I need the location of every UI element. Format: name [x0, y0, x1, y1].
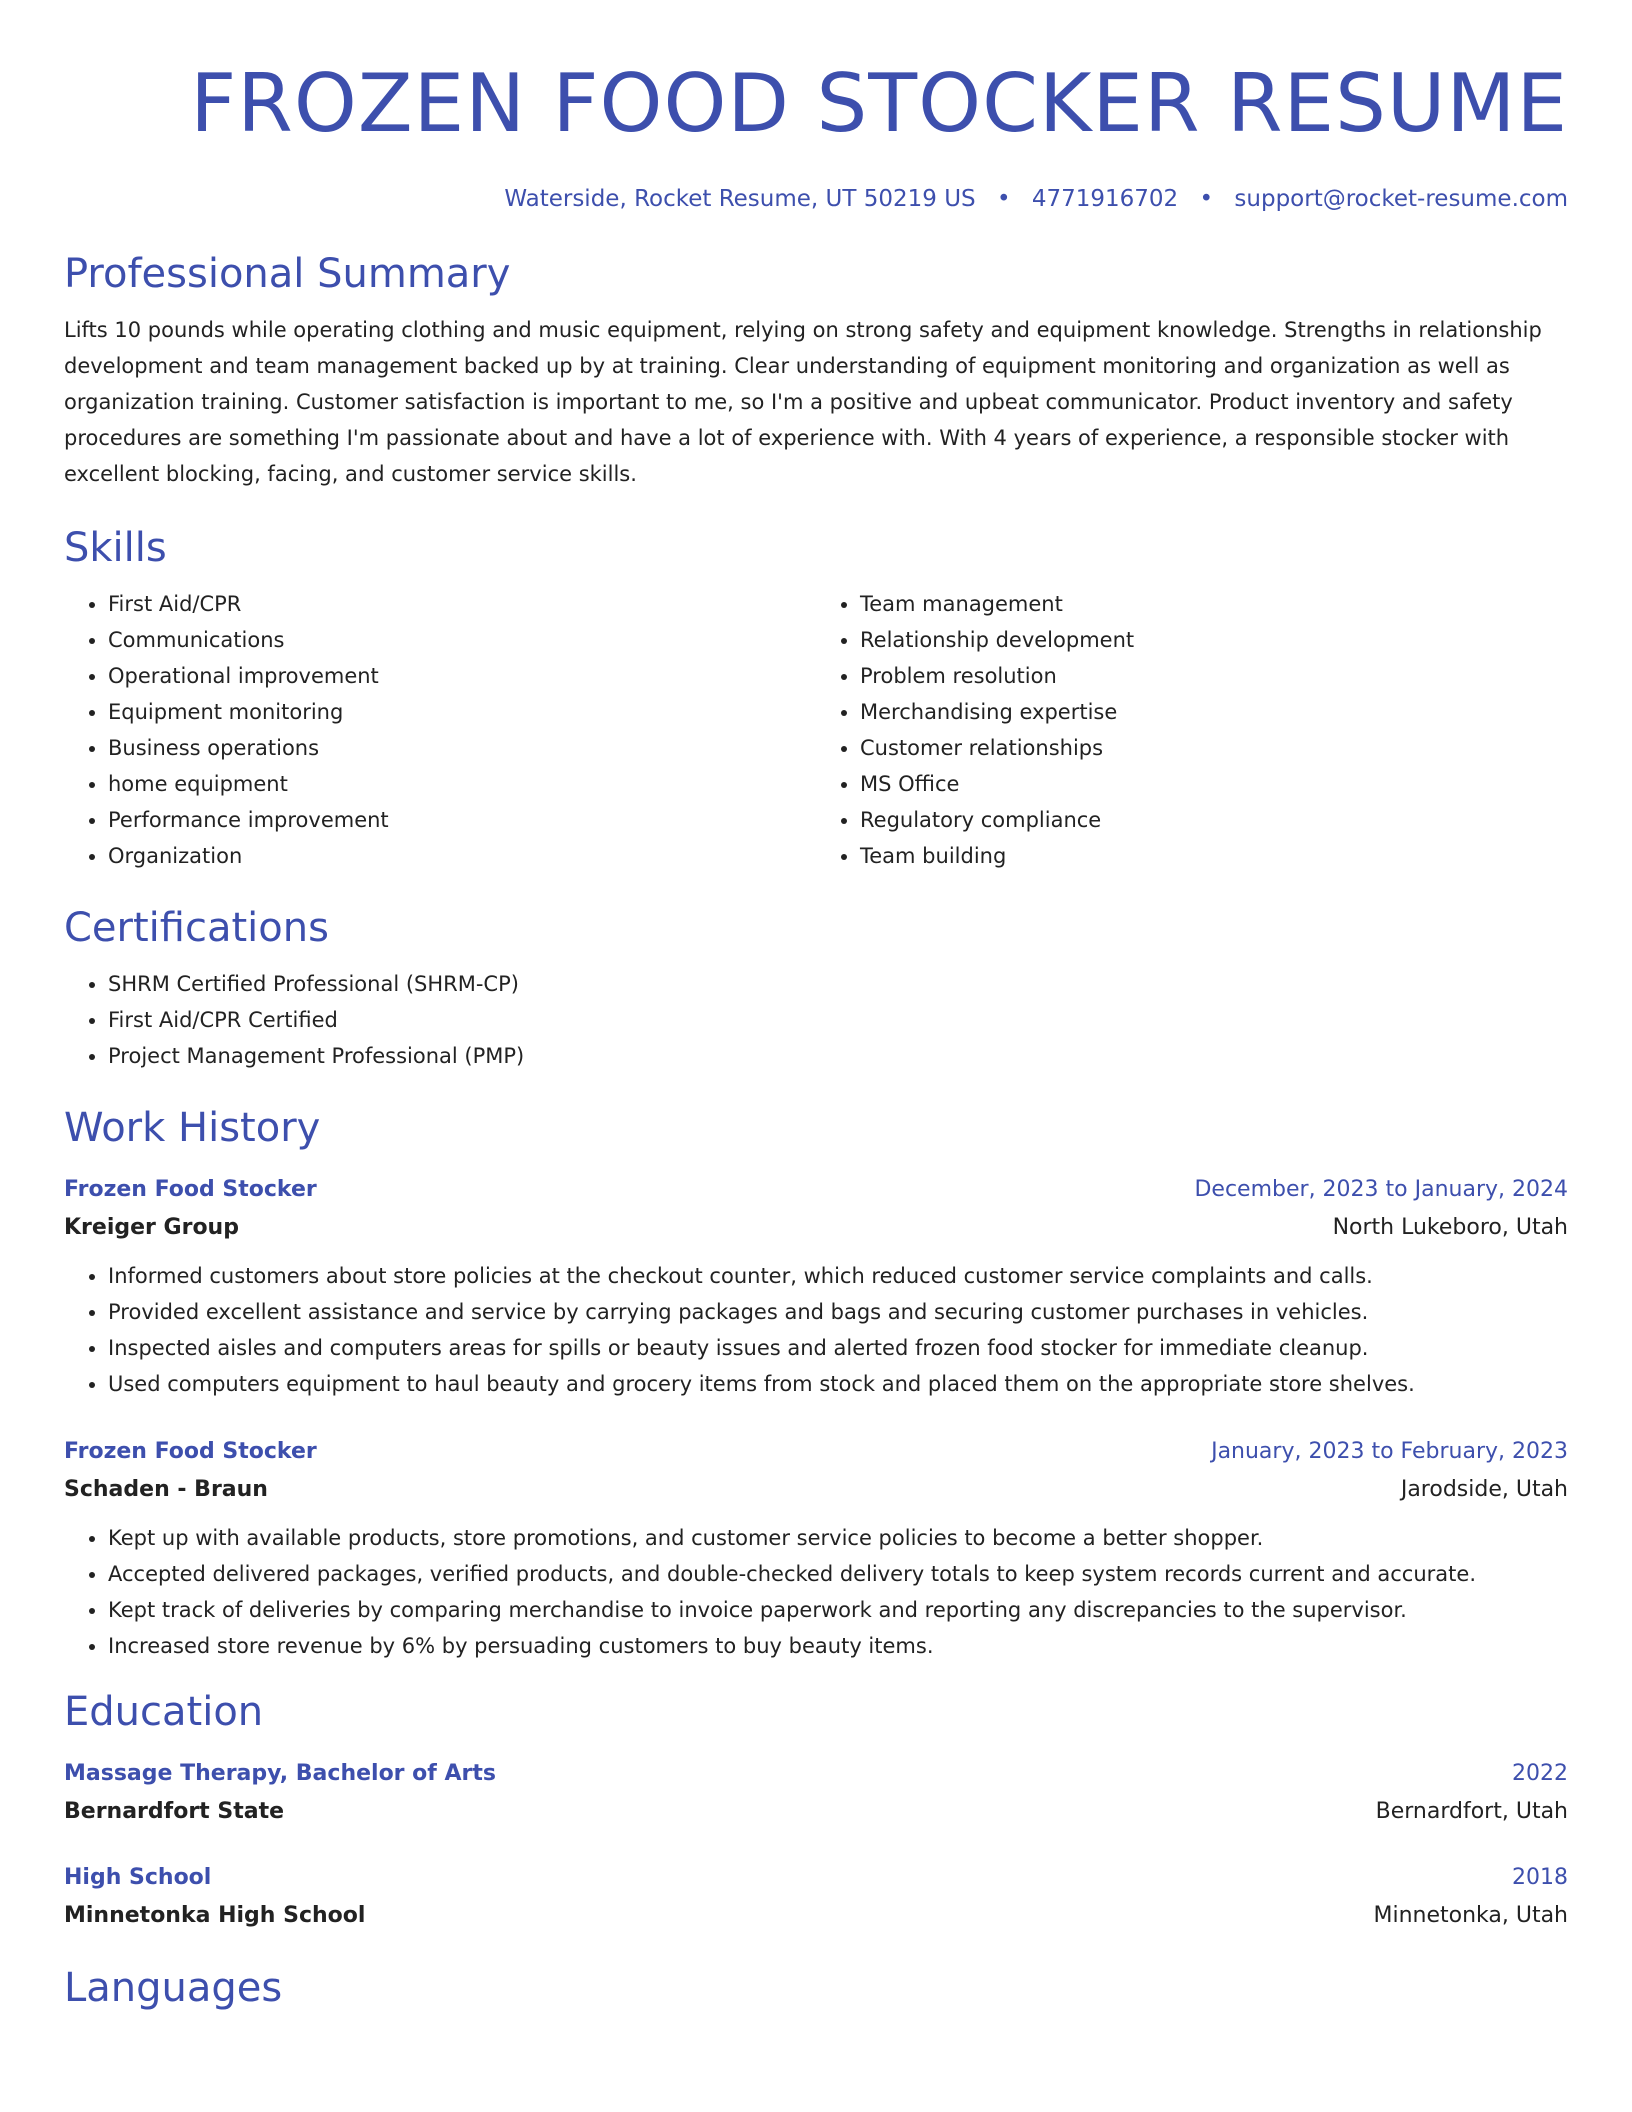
skill-item: • Relationship development: [860, 622, 1568, 658]
certification-item: • First Aid/CPR Certified: [108, 1002, 1568, 1038]
contact-separator: •: [996, 186, 1011, 212]
skill-item: • MS Office: [860, 766, 1568, 802]
education-school-row: [64, 1896, 1568, 1936]
job-employer: Kreiger Group: [64, 1215, 239, 1240]
job-location: North Lukeboro, Utah: [1332, 1215, 1568, 1240]
skills-column-left: [64, 586, 816, 874]
job-employer: Schaden - Braun: [64, 1477, 268, 1502]
education-school: Bernardfort State: [64, 1799, 284, 1824]
skill-item: • Merchandising expertise: [860, 694, 1568, 730]
contact-email[interactable]: support@rocket-resume.com: [1234, 186, 1568, 212]
skills-list-right: [816, 586, 1568, 874]
skills-columns: [64, 586, 1568, 874]
skills-column-right: [816, 586, 1568, 874]
job-entry: [64, 1172, 1568, 1402]
skill-item: • Equipment monitoring: [108, 694, 816, 730]
education-location: Bernardfort, Utah: [1375, 1799, 1568, 1824]
job-duties-list: [64, 1258, 1568, 1402]
education-entry: [64, 1860, 1568, 1936]
skill-item: • Team building: [860, 838, 1568, 874]
skill-item: • Customer relationships: [860, 730, 1568, 766]
job-title-row: [64, 1434, 1568, 1470]
job-employer-row: [64, 1470, 1568, 1510]
job-title-row: [64, 1172, 1568, 1208]
job-dates: January, 2023 to February, 2023: [1211, 1439, 1568, 1464]
skill-item: • Business operations: [108, 730, 816, 766]
section-heading: Certifications: [64, 905, 329, 951]
education-school-row: [64, 1792, 1568, 1832]
job-duty: • Increased store revenue by 6% by persuading customers to buy beauty items.: [108, 1628, 1568, 1664]
skill-item: • home equipment: [108, 766, 816, 802]
job-duty: • Accepted delivered packages, verified products, and double-checked delivery totals to keep system records current and accurate.: [108, 1556, 1568, 1592]
resume-header: [64, 0, 1568, 214]
education-degree-row: [64, 1860, 1568, 1896]
skills-list-left: [64, 586, 816, 874]
job-duty: • Used computers equipment to haul beauty and grocery items from stock and placed them on the appropriate store shelves.: [108, 1366, 1568, 1402]
job-duty: • Kept up with available products, store promotions, and customer service policies to become a better shopper.: [108, 1520, 1568, 1556]
job-location: Jarodside, Utah: [1400, 1477, 1568, 1502]
education-year: 2022: [1512, 1761, 1568, 1786]
skill-item: • Operational improvement: [108, 658, 816, 694]
education-section: [64, 1688, 1568, 1936]
education-entry: [64, 1756, 1568, 1832]
section-heading: Skills: [64, 525, 167, 571]
education-year: 2018: [1512, 1865, 1568, 1890]
skill-item: • Communications: [108, 622, 816, 658]
job-role: Frozen Food Stocker: [64, 1177, 317, 1202]
professional-summary-section: [64, 250, 1568, 492]
job-dates: December, 2023 to January, 2024: [1194, 1177, 1568, 1202]
contact-separator: •: [1199, 186, 1214, 212]
section-heading: Work History: [64, 1105, 321, 1151]
education-school: Minnetonka High School: [64, 1903, 366, 1928]
certifications-list: [64, 966, 1568, 1074]
job-entry: [64, 1434, 1568, 1664]
skill-item: • Organization: [108, 838, 816, 874]
contact-address: Waterside, Rocket Resume, UT 50219 US: [504, 186, 976, 212]
job-duty: • Inspected aisles and computers areas for spills or beauty issues and alerted frozen food stocker for immediate cleanup.: [108, 1330, 1568, 1366]
skill-item: • Regulatory compliance: [860, 802, 1568, 838]
job-employer-row: [64, 1208, 1568, 1248]
skill-item: • Problem resolution: [860, 658, 1568, 694]
work-history-section: [64, 1104, 1568, 1664]
summary-text: Lifts 10 pounds while operating clothing and music equipment, relying on strong safety and equipment knowledge. Strengths in relationship development and team management backed up by at training. Clear understanding of equipment monitoring and organization as well as organization training. Customer satisfaction is important to me, so I'm a positive and upbeat communicator. Product inventory and safety procedures are something I'm passionate about and have a lot of experience with. With 4 years of experience, a responsible stocker with excellent blocking, facing, and customer service skills.: [64, 318, 1542, 486]
skill-item: • First Aid/CPR: [108, 586, 816, 622]
certifications-section: [64, 904, 1568, 1074]
certification-item: • Project Management Professional (PMP): [108, 1038, 1568, 1074]
certification-item: • SHRM Certified Professional (SHRM-CP): [108, 966, 1568, 1002]
job-duties-list: [64, 1520, 1568, 1664]
contact-phone[interactable]: 4771916702: [1031, 186, 1179, 212]
job-duty: • Informed customers about store policies at the checkout counter, which reduced customer service complaints and calls.: [108, 1258, 1568, 1294]
job-duty: • Provided excellent assistance and service by carrying packages and bags and securing customer purchases in vehicles.: [108, 1294, 1568, 1330]
job-role: Frozen Food Stocker: [64, 1439, 317, 1464]
skill-item: • Team management: [860, 586, 1568, 622]
education-degree: Massage Therapy, Bachelor of Arts: [64, 1761, 497, 1786]
education-degree-row: [64, 1756, 1568, 1792]
education-location: Minnetonka, Utah: [1373, 1903, 1568, 1928]
section-heading: Education: [64, 1689, 264, 1735]
skills-section: [64, 524, 1568, 874]
languages-section: [64, 1964, 1568, 2012]
section-heading: Professional Summary: [64, 251, 511, 297]
job-duty: • Kept track of deliveries by comparing merchandise to invoice paperwork and reporting any discrepancies to the supervisor.: [108, 1592, 1568, 1628]
education-degree: High School: [64, 1865, 212, 1890]
section-heading: Languages: [64, 1965, 283, 2011]
contact-line: [64, 184, 1568, 214]
skill-item: • Performance improvement: [108, 802, 816, 838]
resume-title: FROZEN FOOD STOCKER RESUME: [190, 57, 1568, 150]
